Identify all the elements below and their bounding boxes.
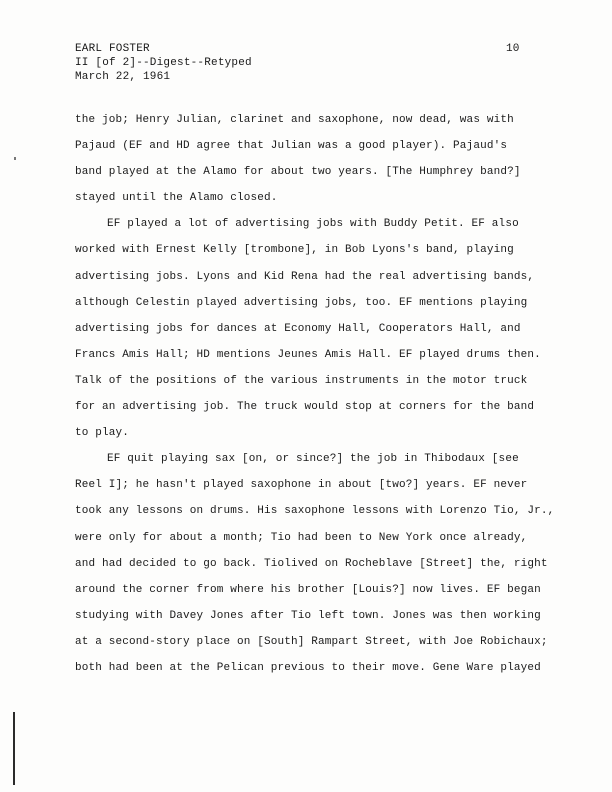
- text-line: advertising jobs. Lyons and Kid Rena had the real advertising bands,: [75, 270, 535, 283]
- text-line: both had been at the Pelican previous to their move. Gene Ware played: [75, 661, 541, 674]
- text-line: and had decided to go back. Tiolived on Rocheblave [Street] the, right: [75, 557, 548, 570]
- text-line: at a second-story place on [South] Rampart Street, with Joe Robichaux;: [75, 635, 548, 648]
- header-name: EARL FOSTER: [75, 43, 150, 55]
- text-line: worked with Ernest Kelly [trombone], in Bob Lyons's band, playing: [75, 244, 514, 257]
- text-line: to play.: [75, 427, 130, 440]
- page-number: 10: [506, 43, 520, 55]
- document-header: [75, 42, 252, 84]
- text-line: took any lessons on drums. His saxophone lessons with Lorenzo Tio, Jr.,: [75, 505, 555, 518]
- text-line: for an advertising job. The truck would stop at corners for the band: [75, 401, 535, 414]
- margin-tick-mark: [14, 157, 16, 160]
- text-line: although Celestin played advertising jobs, too. EF mentions playing: [75, 296, 528, 309]
- text-line: Pajaud (EF and HD agree that Julian was a good player). Pajaud's: [75, 140, 508, 153]
- header-reel: II [of 2]--Digest--Retyped: [75, 57, 252, 69]
- text-line: band played at the Alamo for about two years. [The Humphrey band?]: [75, 166, 521, 179]
- text-line: advertising jobs for dances at Economy Hall, Cooperators Hall, and: [75, 322, 521, 335]
- margin-bar-mark: [13, 712, 15, 785]
- header-date: March 22, 1961: [75, 71, 171, 83]
- text-line: Francs Amis Hall; HD mentions Jeunes Amis Hall. EF played drums then.: [75, 348, 541, 361]
- text-line: were only for about a month; Tio had been to New York once already,: [75, 531, 528, 544]
- text-line: EF played a lot of advertising jobs with Buddy Petit. EF also: [107, 218, 519, 231]
- body-text: [75, 107, 595, 681]
- text-line: studying with Davey Jones after Tio left town. Jones was then working: [75, 609, 541, 622]
- text-line: Reel I]; he hasn't played saxophone in about [two?] years. EF never: [75, 479, 528, 492]
- text-line: around the corner from where his brother [Louis?] now lives. EF began: [75, 583, 541, 596]
- text-line: EF quit playing sax [on, or since?] the job in Thibodaux [see: [107, 453, 519, 466]
- text-line: the job; Henry Julian, clarinet and saxophone, now dead, was with: [75, 114, 514, 126]
- text-line: stayed until the Alamo closed.: [75, 192, 278, 205]
- text-line: Talk of the positions of the various instruments in the motor truck: [75, 374, 528, 387]
